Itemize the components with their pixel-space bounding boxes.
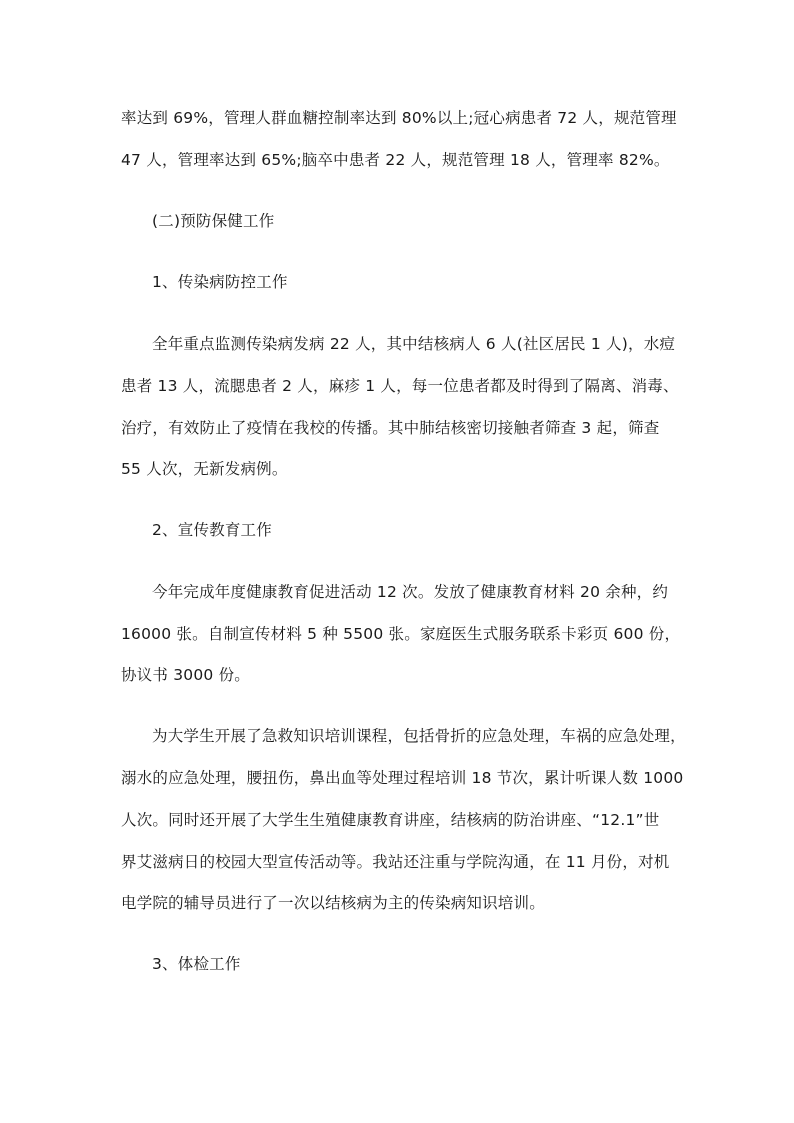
section-heading-prevention: (二)预防保健工作	[152, 212, 275, 230]
text-line: 全年重点监测传染病发病 22 人，其中结核病人 6 人(社区居民 1 人)，水痘	[152, 335, 676, 353]
text-line: 人次。同时还开展了大学生生殖健康教育讲座，结核病的防治讲座、“12.1”世	[121, 811, 660, 829]
text-line: 16000 张。自制宣传材料 5 种 5500 张。家庭医生式服务联系卡彩页 600 份，	[121, 625, 681, 643]
text-line: 患者 13 人，流腮患者 2 人，麻疹 1 人，每一位患者都及时得到了隔离、消毒、	[121, 377, 679, 395]
text-line: 治疗，有效防止了疫情在我校的传播。其中肺结核密切接触者筛查 3 起，筛查	[121, 419, 660, 437]
text-line: 55 人次，无新发病例。	[121, 460, 288, 478]
text-line: 率达到 69%，管理人群血糖控制率达到 80%以上;冠心病患者 72 人，规范管理	[121, 109, 677, 127]
subsection-heading-physical-exam: 3、体检工作	[152, 955, 241, 973]
text-line: 协议书 3000 份。	[121, 666, 251, 684]
text-line: 电学院的辅导员进行了一次以结核病为主的传染病知识培训。	[121, 894, 545, 912]
subsection-heading-education: 2、宣传教育工作	[152, 521, 272, 539]
text-line: 今年完成年度健康教育促进活动 12 次。发放了健康教育材料 20 余种，约	[152, 583, 669, 601]
text-line: 为大学生开展了急救知识培训课程，包括骨折的应急处理，车祸的应急处理，	[152, 727, 686, 745]
text-line: 47 人，管理率达到 65%;脑卒中患者 22 人，规范管理 18 人，管理率 82%。	[121, 151, 670, 169]
subsection-heading-infectious-disease: 1、传染病防控工作	[152, 273, 288, 291]
text-line: 界艾滋病日的校园大型宣传活动等。我站还注重与学院沟通，在 11 月份，对机	[121, 853, 670, 871]
text-line: 溺水的应急处理，腰扭伤，鼻出血等处理过程培训 18 节次，累计听课人数 1000	[121, 769, 684, 787]
